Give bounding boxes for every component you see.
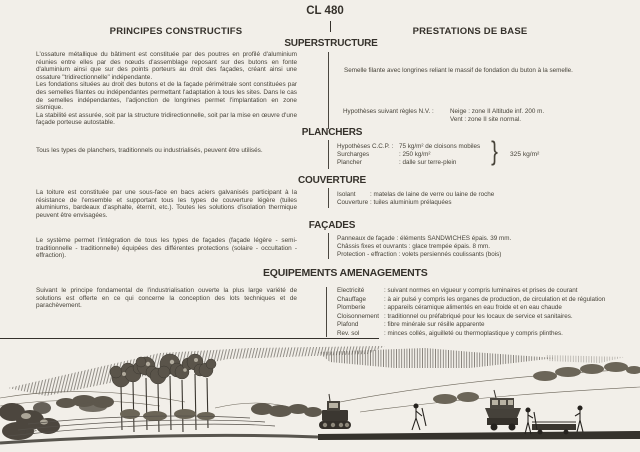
- tractor: [319, 394, 351, 429]
- section-heading-planchers: PLANCHERS: [301, 127, 363, 138]
- worker-figure: [575, 406, 583, 432]
- superstructure-semelle: Semelle filante avec longrines reliant le massif de fondation du buton à la semelle.: [344, 67, 573, 74]
- equipements-row-value: : suivant normes en vigueur y compris luminaires et prises de courant: [384, 287, 578, 294]
- couverture-row-label: Isolant: [337, 191, 356, 198]
- equipements-row-label: Plafond: [337, 321, 359, 329]
- paragraph-ossature: L'ossature métallique du bâtiment est constituée par des poutres en profilé d'aluminium réunies entre elles par des nœuds d'assemblage reposant sur des butons en fonte d'aluminium ainsi que sur des points porteurs au droit des façades, créant ainsi une ossature "tridirectionnelle" indépendante.: [36, 51, 297, 81]
- couverture-rule: [328, 188, 329, 208]
- left-column-heading: PRINCIPES CONSTRUCTIFS: [109, 26, 243, 37]
- planchers-row-value: 75 kg/m² de cloisons mobiles: [399, 143, 481, 150]
- footer-divider-line: [0, 338, 379, 339]
- paragraph-equipements-note: Suivant le principe fondamental de l'industrialisation ouverte la plus large variété de solutions est offerte en ce qui concerne la conception des lots techniques et de parachèvement.: [36, 287, 297, 310]
- equipements-row-label: Rev. sol: [337, 329, 360, 337]
- equipements-row-label: Plomberie: [337, 304, 366, 312]
- couverture-table: [337, 191, 597, 207]
- mid-bush-row: [56, 395, 114, 412]
- facades-lines: [337, 235, 617, 260]
- neige-value: Neige : zone II Altitude inf. 200 m.: [450, 108, 545, 115]
- equipements-row: [337, 313, 637, 322]
- equipements-row-value: : minces collés, aiguilleté ou thermoplastique y compris plinthes.: [384, 329, 563, 337]
- principes-ossature-block: [36, 51, 297, 127]
- couverture-row-value: : tuiles aluminium prélaquées: [370, 199, 452, 206]
- planchers-row: [337, 143, 487, 151]
- facades-rule: [328, 233, 329, 259]
- hatched-ridge: [8, 346, 625, 396]
- equipements-table: [337, 287, 637, 339]
- title-connector-line: [330, 21, 331, 32]
- paragraph-fondations: Les fondations situées au droit des butons et de la façade périmétrale sont constituées par des semelles filantes ou indépendantes permettant l'adaptation à tous les sites. Dans le cas de semelles indépendantes, l'adjonction de longrines permet l'implantation en zone sismique.: [36, 81, 297, 112]
- paragraph-couverture-note: La toiture est constituée par une sous-face en bacs aciers galvanisés participant à la résistance de l'ensemble et supportant tous les types de couverture légère (tuiles aluminiums, bardeaux d'asphalte, éternit, etc.). Toutes les solutions d'isolation thermique peuvent être envisagées.: [36, 189, 297, 219]
- equipements-row-label: Cloisonnement: [337, 312, 380, 320]
- equipements-row: [337, 287, 637, 296]
- planchers-row-value: : dalle sur terre-plein: [399, 158, 457, 166]
- equipements-row: [337, 304, 637, 313]
- planchers-total: 325 kg/m²: [510, 151, 540, 158]
- facades-line: Châssis fixes et ouvrants : glace trempée épais. 8 mm.: [337, 243, 490, 251]
- equipements-row-value: : appareils céramique alimentés en eau froide et en eau chaude: [384, 304, 562, 312]
- planchers-row-label: Surcharges: [337, 150, 370, 158]
- section-heading-superstructure: SUPERSTRUCTURE: [284, 38, 378, 49]
- page-title: CL 480: [306, 5, 344, 17]
- couverture-row: [337, 191, 597, 199]
- planchers-rule: [328, 140, 329, 169]
- worker-figure: [412, 404, 426, 430]
- planchers-row: [337, 151, 487, 159]
- landscape-sketch: [0, 346, 640, 452]
- equipements-row-value: : à air pulsé y compris les organes de production, de circulation et de régulation: [384, 295, 606, 303]
- sketch-signature: "J + 2": [22, 430, 37, 436]
- equipements-row: [337, 330, 637, 339]
- hypotheses-label: Hypothèses suivant règles N.V. :: [343, 108, 434, 115]
- road-strip: [318, 431, 640, 440]
- couverture-row: [337, 199, 597, 207]
- equipements-row-label: Chauffage: [337, 295, 366, 303]
- section-heading-couverture: COUVERTURE: [297, 175, 367, 186]
- equipements-row-label: Electricité: [337, 287, 365, 294]
- hypotheses-line-neige: [343, 108, 635, 116]
- facades-line: Protection - effraction : volets persiennés coulissants (bois): [337, 251, 502, 259]
- planchers-row: [337, 159, 487, 167]
- couverture-row-value: : matelas de laine de verre ou laine de roche: [370, 191, 495, 198]
- superstructure-rule: [328, 52, 329, 129]
- paragraph-planchers-note: Tous les types de planchers, traditionnels ou industrialisés, peuvent être utilisés.: [36, 147, 263, 154]
- equipements-row-value: : traditionnel ou préfabriqué pour les locaux de service et sanitaires.: [384, 312, 573, 320]
- superstructure-hypotheses: [343, 108, 635, 124]
- paragraph-stabilite: La stabilité est assurée, soit par la structure tridirectionnelle, soit par la mise en œuvre d'une façade porteuse autostable.: [36, 111, 297, 127]
- equipements-row-value: : fibre minérale sur résille apparente: [384, 321, 485, 329]
- hypotheses-line-vent: [343, 116, 635, 124]
- right-column-heading: PRESTATIONS DE BASE: [412, 26, 528, 37]
- couverture-row-label: Couverture: [337, 199, 369, 206]
- vent-value: Vent : zone II site normal.: [450, 116, 522, 123]
- planchers-row-label: Plancher: [337, 158, 362, 166]
- right-center-bushes: [251, 403, 322, 417]
- section-heading-equipements: EQUIPEMENTS AMENAGEMENTS: [263, 267, 428, 279]
- equipements-row: [337, 296, 637, 305]
- section-heading-facades: FAÇADES: [308, 220, 356, 231]
- planchers-row-value: : 250 kg/m²: [399, 150, 431, 158]
- planchers-row-label: Hypothèses C.C.P. :: [337, 143, 394, 150]
- facades-line: Panneaux de façade : éléments SANDWICHES épais. 39 mm.: [337, 235, 512, 242]
- equipements-rule: [326, 287, 327, 337]
- paragraph-facades-note: Le système permet l'intégration de tous les types de façades (façade légère - semi-traditionnelle - traditionnelle) équipées des différentes protections (solaire - occultation - effraction).: [36, 237, 297, 260]
- equipements-row: [337, 321, 637, 330]
- planchers-table: [337, 143, 487, 167]
- planchers-brace: }: [491, 136, 498, 166]
- worker-figure: [525, 408, 537, 434]
